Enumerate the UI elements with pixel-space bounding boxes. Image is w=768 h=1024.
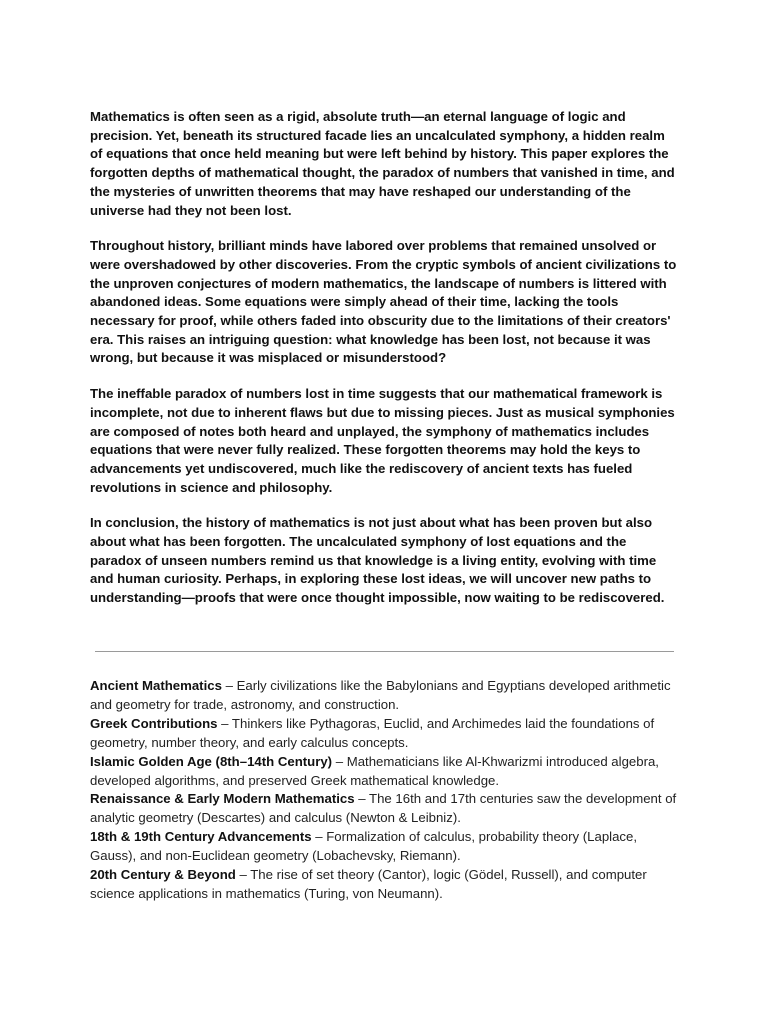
timeline-term: Islamic Golden Age (8th–14th Century) xyxy=(90,753,333,769)
timeline-description: – Thinkers like Pythagoras, Euclid, and Archimedes laid the foundations of geometry, number theory, and early calculus concepts. xyxy=(90,715,655,750)
section-divider xyxy=(95,651,674,652)
timeline-description: – Mathematicians like Al-Khwarizmi introduced algebra, developed algorithms, and preserved Greek mathematical knowledge. xyxy=(90,753,659,788)
timeline-term: Renaissance & Early Modern Mathematics xyxy=(90,791,355,807)
timeline-description: – The 16th and 17th centuries saw the development of analytic geometry (Descartes) and calculus (Newton & Leibniz). xyxy=(90,791,677,826)
essay-paragraph-intro: Mathematics is often seen as a rigid, absolute truth—an eternal language of logic and precision. Yet, beneath its structured facade lies an uncalculated symphony, a hidden realm of equations that once held meaning but were left behind by history. This paper explores the forgotten depths of mathematical thought, the paradox of numbers that vanished in time, and the mysteries of unwritten theorems that may have reshaped our understanding of the universe had they not been lost. xyxy=(90,109,675,218)
timeline-description: – Early civilizations like the Babylonians and Egyptians developed arithmetic and geometry for trade, astronomy, and construction. xyxy=(90,678,671,712)
timeline-list xyxy=(90,677,680,904)
timeline-description: – Formalization of calculus, probability theory (Laplace, Gauss), and non-Euclidean geometry (Lobachevsky, Riemann). xyxy=(90,829,638,864)
timeline-item xyxy=(90,828,680,866)
timeline-item xyxy=(90,677,680,715)
essay-paragraph-conclusion: In conclusion, the history of mathematics is not just about what has been proven but also about what has been forgotten. The uncalculated symphony of lost equations and the paradox of unseen numbers remind us that knowledge is a living entity, evolving with time and human curiosity. Perhaps, in exploring these lost ideas, we will uncover new paths to understanding—proofs that were once thought impossible, now waiting to be rediscovered. xyxy=(90,515,665,606)
timeline-item xyxy=(90,753,680,791)
essay-paragraph-paradox: The ineffable paradox of numbers lost in time suggests that our mathematical framework is incomplete, not due to inherent flaws but due to missing pieces. Just as musical symphonies are composed of notes both heard and unplayed, the symphony of mathematics includes equations that were never fully realized. These forgotten theorems may hold the keys to advancements yet undiscovered, much like the rediscovery of ancient texts has fueled revolutions in science and philosophy. xyxy=(90,386,675,495)
timeline-term: Ancient Mathematics xyxy=(90,678,222,693)
timeline-item xyxy=(90,715,680,753)
timeline-term: 18th & 19th Century Advancements xyxy=(90,829,312,845)
timeline-description: – The rise of set theory (Cantor), logic (Gödel, Russell), and computer science applications in mathematics (Turing, von Neumann). xyxy=(90,867,647,901)
timeline-item xyxy=(90,866,680,904)
essay-body xyxy=(90,108,680,625)
timeline-term: Greek Contributions xyxy=(90,715,218,731)
essay-paragraph-history: Throughout history, brilliant minds have labored over problems that remained unsolved or were overshadowed by other discoveries. From the cryptic symbols of ancient civilizations to the unproven conjectures of modern mathematics, the landscape of numbers is littered with abandoned ideas. Some equations were simply ahead of their time, lacking the tools necessary for proof, while others faded into obscurity due to the limitations of their creators' era. This raises an intriguing question: what knowledge has been lost, not because it was wrong, but because it was misplaced or misunderstood? xyxy=(90,238,677,366)
timeline-item xyxy=(90,790,680,828)
timeline-term: 20th Century & Beyond xyxy=(90,867,236,883)
